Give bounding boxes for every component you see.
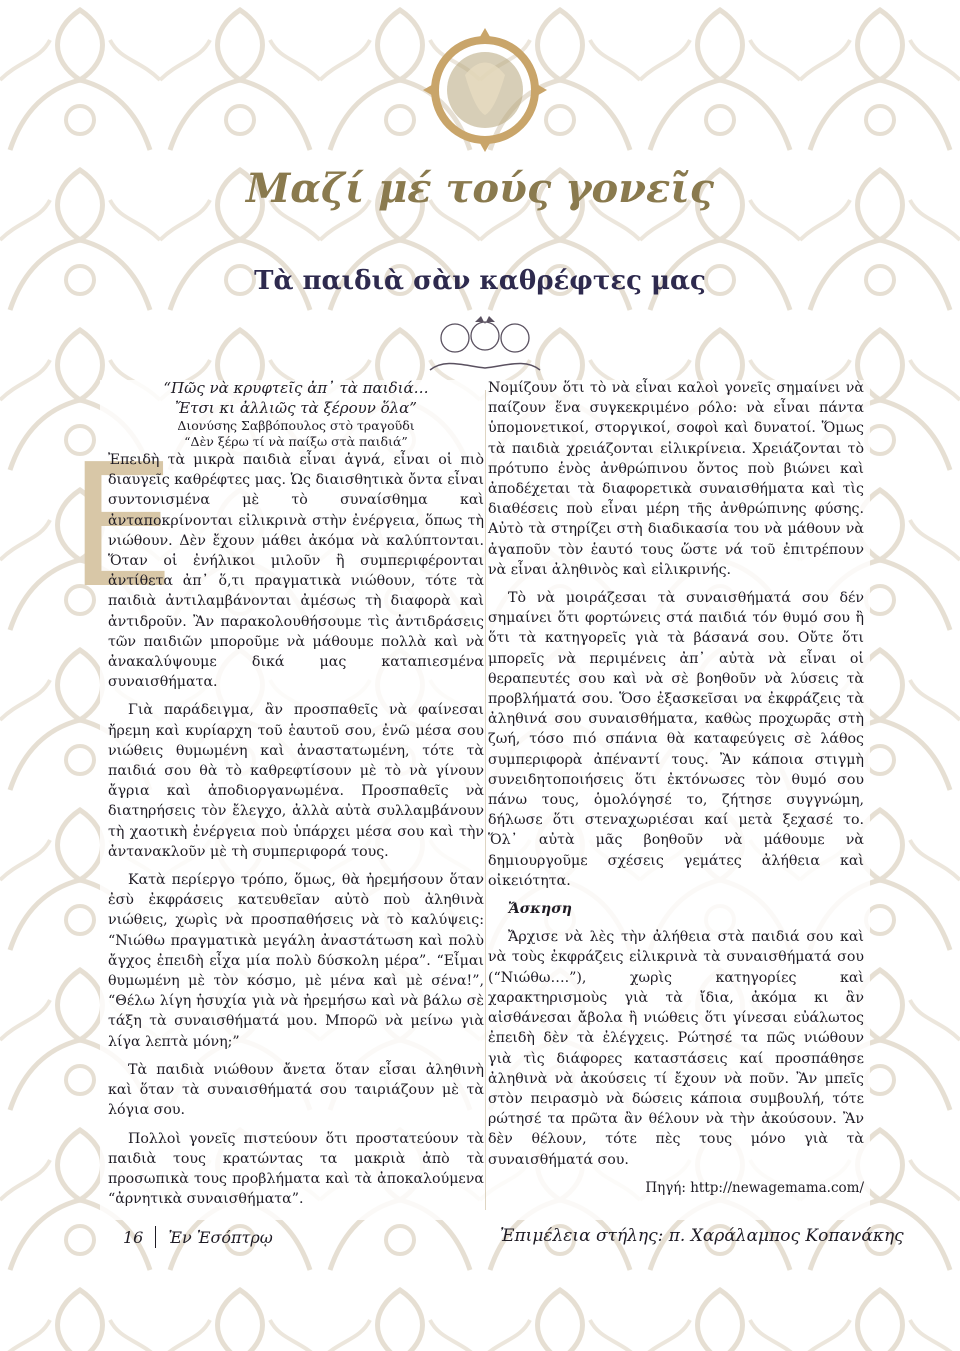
left-column [68, 378, 484, 1217]
paragraph: Ἐπειδὴ τὰ μικρὰ παιδιὰ εἶναι ἁγνά, εἶναι οἱ πιὸ διαυγεῖς καθρέφτες μας. Ὡς διαισθητικὰ ὄντα εἶναι συντονισμένα μὲ τὸ συναίσθημα καὶ ἀνταποκρίνονται εἰλικρινὰ στὴν ἐνέργεια, ὅπως τὴ νιώθουν. Δὲν ἔχουν μάθει ἀκόμα νὰ καλύπτονται. Ὅταν οἱ ἐνήλικοι μιλοῦν ἢ συμπεριφέρονται ἀντίθετα ἀπ᾽ ὅ,τι πραγματικὰ νιώθουν, τότε τὰ παιδιὰ ἀντιλαμβάνονται ἀμέσως τὴ διαφορὰ καὶ ἀντιδροῦν. Ἂν παρακολουθήσουμε τὶς ἀντιδράσεις τῶν παιδιῶν μποροῦμε νὰ μάθουμε πολλὰ καὶ νὰ ἀνακαλύψουμε δικά μας καταπιεσμένα συναισθήματα. [108, 452, 484, 691]
page-title: Μαζί μέ τούς γονεῖς [245, 165, 715, 212]
column-divider [485, 390, 486, 1210]
paragraph: Τὰ παιδιὰ νιώθουν ἄνετα ὅταν εἶσαι ἀληθινὴ καὶ ὅταν τὰ συναισθήματά σου ταιριάζουν μὲ τὰ λόγια σου. [108, 1061, 484, 1119]
epigraph-line: Ἔτσι κι ἀλλιῶς τὰ ξέρουν ὅλα” [175, 399, 417, 417]
page-footer [123, 1226, 273, 1248]
paragraph: Τὸ νὰ μοιράζεσαι τὰ συναισθήματά σου δέν σημαίνει ὅτι φορτώνεις στά παιδιά τόν θυμό σου ἢ ὅτι τὰ κατηγορεῖς γιὰ τὰ βάσανά σου. Οὔτε ὅτι μπορεῖς νὰ περιμένεις ἀπ᾽ αὐτὰ νὰ εἶναι οἱ θεραπευτές σου καὶ νὰ σὲ βοηθοῦν νὰ λύσεις τὰ προβλήματά σου. Ὅσο ἐξασκεῖσαι να ἐκφράζεις τὰ ἀληθινά σου συναισθήματα, καθὼς προχωρᾶς στὴ ζωή, τόσο πιό σπάνια θὰ καταφεύγεις σὲ λάθος συμπεριφορὰ ἀπέναντί τους. Ἂν κάποια στιγμὴ συνειδητοποιήσεις ὅτι ἐκτόνωσες τὸν θυμό σου πάνω τους, ὁμολόγησέ το, ζήτησε συγγνώμη, δήλωσε ὅτι στεναχωριέσαι καί μετὰ ξεχασέ το. Ὅλ᾽ αὐτὰ μᾶς βοηθοῦν νὰ μάθουμε νὰ δημιουργοῦμε σχέσεις γεμάτες ἀλήθεια καὶ οἰκειότητα. [488, 590, 864, 889]
source-line: Πηγή: http://newagemama.com/ [645, 1179, 864, 1196]
right-column [488, 378, 864, 1206]
drop-cap: Ε [68, 428, 176, 626]
epigraph-line: “Πῶς νὰ κρυφτεῖς ἀπ᾽ τὰ παιδιά… [163, 379, 429, 397]
footer-separator [155, 1226, 156, 1248]
paragraph: Πολλοὶ γονεῖς πιστεύουν ὅτι προστατεύουν τὰ παιδιὰ τους κρατώντας τα μακριὰ ἀπὸ τὰ προσωπικὰ τους προβλήματα καὶ τὰ ἀποκαλούμενα “ἀρνητικὰ συναισθήματα”. [108, 1130, 484, 1208]
magazine-name: Ἐν Ἐσόπτρῳ [168, 1227, 273, 1247]
paragraph: Γιὰ παράδειγμα, ἂν προσπαθεῖς νὰ φαίνεσαι ἤρεμη καὶ κυρίαρχη τοῦ ἑαυτοῦ σου, ἐνῶ μέσα σου νιώθεις θυμωμένη καὶ ἀναστατωμένη, τότε τὰ παιδιά σου θὰ τὸ καθρεφτίσουν μὲ τὸ νὰ γίνουν ἄγρια καὶ ἀποδιοργανωμένα. Προσπαθεῖς νὰ διατηρήσεις τὸν ἔλεγχο, ἀλλὰ αὐτὰ συλλαμβάνουν τὴ χαοτικὴ ἐνέργεια ποὺ ὑπάρχει μέσα σου καὶ τὴν ἀντανακλοῦν μὲ τὴ συμπεριφορά τους. [108, 702, 484, 860]
page-subtitle: Τὰ παιδιὰ σὰν καθρέφτες μας [254, 266, 706, 296]
children-vignette [425, 308, 545, 376]
paragraph: Κατὰ περίεργο τρόπο, ὅμως, θὰ ἠρεμήσουν ὅταν ἐσὺ ἐκφράσεις κατευθεῖαν αὐτὸ ποὺ ἀληθινὰ νιώθεις, χωρὶς νὰ προσπαθήσεις νὰ τὸ καλύψεις: “Νιώθω πραγματικὰ μεγάλη ἀναστάτωση καὶ πολὺ ἄγχος ἐπειδὴ εἶχα μία πολὺ δύσκολη μέρα”. “Εἶμαι θυμωμένη μὲ τὸν κόσμο, μὲ μένα καὶ μὲ σένα!”, “Θέλω λίγη ἡσυχία γιὰ νὰ ἠρεμήσω καὶ νὰ βάλω σὲ τάξη τὰ συναισθήματά μου. Μπορῶ νὰ μείνω γιὰ λίγα λεπτὰ μόνη;” [108, 872, 484, 1050]
exercise-heading: Ἄσκηση [508, 901, 572, 918]
epigraph-credit: “Δὲν ξέρω τί νὰ παίξω στὰ παιδιά” [184, 434, 408, 449]
paragraph: Νομίζουν ὅτι τὸ νὰ εἶναι καλοὶ γονεῖς σημαίνει νὰ παίζουν ἕνα συγκεκριμένο ρόλο: νὰ εἶναι πάντα ὑπομονετικοί, στοργικοί, σοφοὶ καὶ δυνατοί. Ὅμως τὰ παιδιὰ χρειάζονται εἰλικρίνεια. Χρειάζονται τὸ πρότυπο ἑνὸς ἀνθρώπινου ὄντος ποὺ βιώνει καὶ ἀποδέχεται τὰ διαφορετικὰ συναισθήματα καὶ τὶς διαθέσεις ποὺ εἶναι μέρη τῆς ἀνθρώπινης φύσης. Αὐτὸ τὰ στηρίζει στὴ διαδικασία του νὰ μάθουν νὰ ἀγαποῦν τὸν ἑαυτό τους ὥστε νά τοῦ ἐπιτρέπουν νὰ εἶναι ἀληθινὸς καὶ εἰλικρινής. [488, 380, 864, 578]
medallion-emblem [415, 20, 555, 160]
page-number: 16 [123, 1227, 144, 1247]
exercise-paragraph: Ἄρχισε νὰ λὲς τὴν ἀλήθεια στὰ παιδιά σου καὶ νὰ τοὺς ἐκφράζεις εἰλικρινὰ τὰ συναισθήματά σου (“Νιώθω….”), χωρὶς κατηγορίες καὶ χαρακτηρισμοὺς γιὰ τὰ ἴδια, ἀκόμα κι ἂν αἰσθάνεσαι ἄβολα ἢ νιώθεις ὅτι γίνεσαι εὐάλωτος ἐπειδὴ δὲν τὰ ἐλέγχεις. Ρώτησέ τα πῶς νιώθουν γιὰ τὶς διάφορες καταστάσεις καί προσπάθησε ἀληθινὰ νὰ ἀκούσεις τί ἔχουν νὰ ποῦν. Ἂν μπεῖς στὸν πειρασμὸ νὰ δώσεις κάποια συμβουλή, τότε ρώτησέ τα πρῶτα ἂν θέλουν νὰ τὴν ἀκούσουν. Ἂν δὲν θέλουν, τότε πὲς τους μόνο γιὰ τὰ συναισθήματά σου. [488, 929, 864, 1168]
editor-credit: Ἐπιμέλεια στήλης: π. Χαράλαμπος Κοπανάκης [500, 1226, 904, 1246]
epigraph-credit: Διονύσης Σαββόπουλος στὸ τραγοῦδι [177, 418, 415, 433]
